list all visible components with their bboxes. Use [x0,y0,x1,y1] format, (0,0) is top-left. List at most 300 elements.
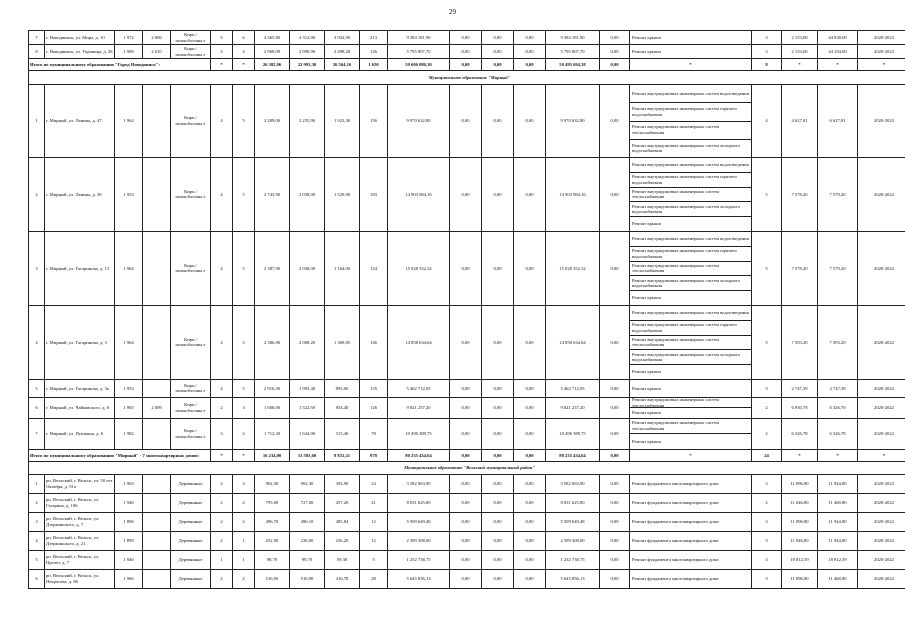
period-cell: 2020-2022 [858,474,905,493]
people-cell: 213 [360,31,388,45]
row-number-cell: 3 [29,512,45,531]
walls-cell: Кирп./ шлакоблочны е [171,45,211,59]
year1-cell: 1 962 [115,85,143,158]
f5-cell: 0,00 [600,569,630,588]
f5-cell: 0,00 [600,550,630,569]
work-item: Ремонт внутридомовых инженерных систем холодного водоснабжения [630,202,751,217]
total-wcount-cell: 8 [752,59,782,71]
f1-cell: 0,00 [450,31,482,45]
f4-cell: 1 252 738,75 [546,550,600,569]
area-cell: 516,90 [255,569,290,588]
year2-cell [143,531,171,550]
address-cell: г. Мирный, ул. Пушкина, д. 6 [45,418,115,449]
f1-cell: 0,00 [450,305,482,379]
walls-cell: Кирп./ шлакоблочны е [171,31,211,45]
period-cell: 2020-2022 [858,31,905,45]
floors-cell: 3 [211,418,233,449]
works-cell [630,379,752,397]
address-cell: г. Мирный, ул. Чайковского, д. 6 [45,397,115,418]
area_res-cell: 4 312,90 [290,31,325,45]
area-cell: 2 916,50 [255,379,290,397]
floors-cell: 5 [211,31,233,45]
work-item: Ремонт внутридомовых инженерных систем горячего водоснабжения [630,247,751,262]
work-item: Ремонт фундамента многоквартирного дома [632,519,719,525]
area-cell: 793,00 [255,493,290,512]
work-item: Ремонт крыши [632,369,661,375]
table-row [29,379,905,397]
spec-cell: 6 326,78 [782,418,818,449]
f2-cell: 0,00 [482,231,514,305]
work-item: Ремонт внутридомовых инженерных систем холодного водоснабжения [630,276,751,291]
area-cell: 1 712,30 [255,418,290,449]
people-cell: 126 [360,397,388,418]
total-f5-cell: 0,00 [600,449,630,461]
total-floors-cell: * [211,449,233,461]
ent-cell: 2 [233,569,255,588]
area_res-cell: 727,00 [290,493,325,512]
f4-cell: 3 582 063,90 [546,474,600,493]
area-cell: 4 365,80 [255,31,290,45]
walls-cell: Деревянные [171,474,211,493]
limit-cell: 7 579,20 [818,231,858,305]
total-limit-cell: * [818,449,858,461]
cost-cell: 10 496 389,75 [388,418,450,449]
table-row [29,45,905,59]
area-cell: 98,70 [255,550,290,569]
area_res-cell: 902,30 [290,474,325,493]
total-cost-cell: 80 235 434,64 [388,449,450,461]
f1-cell: 0,00 [450,550,482,569]
spec-cell: 6 930,78 [782,397,818,418]
table-row [29,305,905,379]
address-cell: г. Новодвинск, ул. Украинца, д. 28 [45,45,115,59]
total-spec-cell: * [782,449,818,461]
limit-cell: 7 393,20 [818,305,858,379]
total-ent-cell: * [233,59,255,71]
f4-cell: 9 970 632,80 [546,85,600,158]
f2-cell: 0,00 [482,512,514,531]
cost-cell: 5 462 712,05 [388,379,450,397]
table-row [29,397,905,418]
year1-cell: 1 946 [115,550,143,569]
area-cell: 252,90 [255,531,290,550]
walls-cell: Деревянные [171,531,211,550]
ent-cell: 5 [233,231,255,305]
area_priv-cell: 1 923,30 [325,85,360,158]
area_res-cell: 510,90 [290,569,325,588]
row-number-cell: 4 [29,531,45,550]
f1-cell: 0,00 [450,379,482,397]
f5-cell: 0,00 [600,31,630,45]
f4-cell: 2 399 308,00 [546,531,600,550]
year1-cell: 1 969 [115,45,143,59]
f2-cell: 0,00 [482,158,514,232]
table-row [29,531,905,550]
work-item: Ремонт крыши [632,48,661,54]
wcount-cell: 5 [752,231,782,305]
work-item: Ремонт крыши [632,438,661,444]
floors-cell: 4 [211,231,233,305]
cost-cell: 8 031 625,80 [388,493,450,512]
spec-cell: 2 747,39 [782,379,818,397]
spec-cell: 2 153,00 [782,45,818,59]
address-cell: рп. Вельский, г. Вельск, ул. Дзержинского, д. 7 [45,512,115,531]
year2-cell: 2 006 [143,31,171,45]
ent-cell: 4 [233,45,255,59]
people-cell: 154 [360,231,388,305]
f1-cell: 0,00 [450,512,482,531]
area-cell: 902,30 [255,474,290,493]
table-row [29,31,905,45]
period-cell: 2020-2022 [858,379,905,397]
area_priv-cell: 416,78 [325,569,360,588]
floors-cell: 2 [211,474,233,493]
year2-cell [143,305,171,379]
address-cell: рп. Вельский, г. Вельск, ул. Гагарина, д. 106 [45,493,115,512]
total-spec-cell: * [782,59,818,71]
limit-cell: 44 938,00 [818,31,858,45]
works-cell [630,418,752,449]
total-f2-cell: 0,00 [482,59,514,71]
f5-cell: 0,00 [600,45,630,59]
address-cell: рп. Вельский, г. Вельск, ул. 50 лет Октября, д. 91а [45,474,115,493]
f4-cell: 8 031 625,80 [546,493,600,512]
f2-cell: 0,00 [482,397,514,418]
floors-cell: 4 [211,379,233,397]
f2-cell: 0,00 [482,569,514,588]
wcount-cell: 3 [752,550,782,569]
area-cell: 2 386,80 [255,305,290,379]
total-works-cell: * [630,449,752,461]
ent-cell: 5 [233,379,255,397]
f1-cell: 0,00 [450,474,482,493]
limit-cell: 7 579,20 [818,158,858,232]
total-f5-cell: 0,00 [600,59,630,71]
f2-cell: 0,00 [482,305,514,379]
work-item: Ремонт внутридомовых инженерных систем теплоснабжения [630,122,751,140]
period-cell: 2020-2022 [858,418,905,449]
f3-cell: 0,00 [514,305,546,379]
period-cell: 2020-2022 [858,397,905,418]
period-cell: 2020-2022 [858,550,905,569]
year2-cell [143,231,171,305]
works-cell [630,569,752,588]
wcount-cell: 3 [752,45,782,59]
address-cell: рп. Вельский, г. Вельск, ул. Некрасова, д. 86 [45,569,115,588]
cost-cell: 14 858 634,64 [388,305,450,379]
row-number-cell: 2 [29,158,45,232]
work-item: Ремонт крыши [632,221,661,227]
f3-cell: 0,00 [514,379,546,397]
address-cell: г. Мирный, ул. Гагаринова, д. 13 [45,231,115,305]
area_priv-cell: 457,20 [325,493,360,512]
year1-cell: 1 948 [115,493,143,512]
f2-cell: 0,00 [482,474,514,493]
cost-cell: 1 252 738,75 [388,550,450,569]
work-item: Ремонт внутридомовых инженерных систем водоотведения [630,232,751,247]
spec-cell: 11 046,80 [782,493,818,512]
row-number-cell: 7 [29,418,45,449]
work-item: Ремонт внутридомовых инженерных систем водоотведения [630,306,751,321]
wcount-cell: 4 [752,85,782,158]
walls-cell: Кирп./ шлакоблочны е [171,418,211,449]
f5-cell: 0,00 [600,397,630,418]
f5-cell: 0,00 [600,531,630,550]
cost-cell: 3 582 063,90 [388,474,450,493]
area_res-cell: 2 255,90 [290,85,325,158]
ent-cell: 5 [233,158,255,232]
total-f2-cell: 0,00 [482,449,514,461]
address-cell: г. Мирный, ул. Гагаринова, д. 3 [45,305,115,379]
f1-cell: 0,00 [450,231,482,305]
work-item: Ремонт фундамента многоквартирного дома [632,538,719,544]
people-cell: 5 [360,550,388,569]
works-cell [630,31,752,45]
f1-cell: 0,00 [450,45,482,59]
area_priv-cell: 236,20 [325,531,360,550]
row-number-cell: 1 [29,474,45,493]
walls-cell: Деревянные [171,512,211,531]
year2-cell [143,85,171,158]
spec-cell: 11 096,80 [782,512,818,531]
wcount-cell: 2 [752,397,782,418]
section-header-row [29,461,905,474]
table-row [29,418,905,449]
f3-cell: 0,00 [514,550,546,569]
f3-cell: 0,00 [514,31,546,45]
floors-cell: 5 [211,45,233,59]
f1-cell: 0,00 [450,158,482,232]
floors-cell: 1 [211,550,233,569]
total-label-cell: Итого по муниципальному образованию "Город Новодвинск": [29,59,211,71]
people-cell: 126 [360,45,388,59]
work-item: Ремонт крыши [632,385,661,391]
f2-cell: 0,00 [482,550,514,569]
spec-cell: 7 393,20 [782,305,818,379]
total-floors-cell: * [211,59,233,71]
area-cell: 2 387,90 [255,231,290,305]
works-cell [630,85,752,158]
f1-cell: 0,00 [450,531,482,550]
row-number-cell: 7 [29,31,45,45]
f5-cell: 0,00 [600,158,630,232]
ent-cell: 2 [233,418,255,449]
total-area_res-cell: 13 583,60 [290,449,325,461]
limit-cell: 11 468,80 [818,493,858,512]
limit-cell: 6 326,78 [818,418,858,449]
f3-cell: 0,00 [514,418,546,449]
area-cell: 496,70 [255,512,290,531]
area_priv-cell: 485,84 [325,512,360,531]
period-cell: 2020-2022 [858,493,905,512]
area_res-cell: 496,10 [290,512,325,531]
walls-cell: Кирп./ шлакоблочны е [171,231,211,305]
limit-cell: 6 627,81 [818,85,858,158]
repair-program-table [28,30,905,589]
works-cell [630,550,752,569]
limit-cell: 44 194,00 [818,45,858,59]
f3-cell: 0,00 [514,493,546,512]
works-cell [630,305,752,379]
area-cell: 2 743,90 [255,158,290,232]
spec-cell: 11 096,80 [782,569,818,588]
total-area_priv-cell: 8 831,21 [325,449,360,461]
total-ent-cell: * [233,449,255,461]
total-cost-cell: 59 606 086,30 [388,59,450,71]
walls-cell: Деревянные [171,569,211,588]
total-people-cell: 1 650 [360,59,388,71]
cost-cell: 9 821 257,20 [388,397,450,418]
year1-cell: 1 953 [115,158,143,232]
total-label-cell: Итого по муниципальному образованию "Мирный" - 7 многоквартирных домов: [29,449,211,461]
total-f4-cell: 80 235 434,64 [546,449,600,461]
period-cell: 2020-2022 [858,231,905,305]
year2-cell [143,379,171,397]
floors-cell: 2 [211,531,233,550]
f3-cell: 0,00 [514,531,546,550]
address-cell: рп. Вельский, г. Вельск, ул. Дзержинского, д. 21 [45,531,115,550]
limit-cell: 6 326,70 [818,397,858,418]
ent-cell: 3 [233,397,255,418]
area_res-cell: 236,00 [290,531,325,550]
year2-cell [143,512,171,531]
work-item: Ремонт внутридомовых инженерных систем водоотведения [630,158,751,173]
f3-cell: 0,00 [514,231,546,305]
f1-cell: 0,00 [450,418,482,449]
area_res-cell: 1 993,40 [290,379,325,397]
limit-cell: 11 944,80 [818,512,858,531]
area_res-cell: 2 038,00 [290,231,325,305]
people-cell: 156 [360,85,388,158]
ent-cell: 2 [233,493,255,512]
cost-cell: 9 970 632,80 [388,85,450,158]
ent-cell: 5 [233,85,255,158]
ent-cell: 6 [233,31,255,45]
address-cell: г. Мирный, ул. Ленина, д. 39 [45,158,115,232]
people-cell: 183 [360,158,388,232]
f4-cell: 9 384 181,90 [546,31,600,45]
year1-cell: 1 899 [115,531,143,550]
year2-cell: 2 010 [143,45,171,59]
cost-cell: 5 645 856,13 [388,569,450,588]
wcount-cell: 3 [752,531,782,550]
area_priv-cell: 854,40 [325,397,360,418]
ent-cell: 1 [233,531,255,550]
people-cell: 135 [360,379,388,397]
year2-cell: 2 009 [143,397,171,418]
people-cell: 28 [360,569,388,588]
total-area-cell: 26 382,96 [255,59,290,71]
walls-cell: Деревянные [171,493,211,512]
ent-cell: 2 [233,512,255,531]
f5-cell: 0,00 [600,418,630,449]
year1-cell: 1 953 [115,379,143,397]
area-cell: 2 968,09 [255,45,290,59]
row-number-cell: 1 [29,85,45,158]
year2-cell [143,418,171,449]
area_res-cell: 2 008,20 [290,305,325,379]
area_priv-cell: 3 932,90 [325,31,360,45]
floors-cell: 4 [211,158,233,232]
row-number-cell: 4 [29,305,45,379]
f5-cell: 0,00 [600,85,630,158]
area_priv-cell: 1 369,85 [325,305,360,379]
limit-cell: 11 468,80 [818,569,858,588]
work-item: Ремонт крыши [632,410,661,416]
total-limit-cell: * [818,59,858,71]
year1-cell: 1 963 [115,474,143,493]
work-item: Ремонт фундамента многоквартирного дома [632,500,719,506]
floors-cell: 2 [211,493,233,512]
period-cell: 2020-2022 [858,305,905,379]
walls-cell: Кирп./ шлакоблочны е [171,397,211,418]
section-header-row [29,71,905,85]
table-row [29,550,905,569]
total-period-cell: * [858,449,905,461]
year2-cell [143,550,171,569]
f2-cell: 0,00 [482,45,514,59]
year1-cell: 1 982 [115,418,143,449]
total-people-cell: 978 [360,449,388,461]
f3-cell: 0,00 [514,45,546,59]
wcount-cell: 5 [752,305,782,379]
f5-cell: 0,00 [600,512,630,531]
work-item: Ремонт фундамента многоквартирного дома [632,576,719,582]
f3-cell: 0,00 [514,85,546,158]
year1-cell: 1 896 [115,512,143,531]
work-item: Ремонт внутридомовых инженерных систем холодного водоснабжения [632,142,741,154]
work-item: Ремонт внутридомовых инженерных систем горячего водоснабжения [630,173,751,188]
works-cell [630,493,752,512]
people-cell: 78 [360,418,388,449]
cost-cell: 15 028 352,32 [388,231,450,305]
wcount-cell: 3 [752,379,782,397]
work-item: Ремонт внутридомовых инженерных систем теплоснабжения [630,262,751,277]
f2-cell: 0,00 [482,418,514,449]
year1-cell: 1 972 [115,31,143,45]
total-wcount-cell: 24 [752,449,782,461]
work-item: Ремонт внутридомовых инженерных систем теплоснабжения [630,188,751,203]
year1-cell: 1 966 [115,569,143,588]
f5-cell: 0,00 [600,231,630,305]
work-item: Ремонт фундамента многоквартирного дома [632,557,719,563]
cost-cell: 5 795 807,70 [388,45,450,59]
wcount-cell: 2 [752,418,782,449]
spec-cell: 4 627,81 [782,85,818,158]
works-cell [630,397,752,418]
area_res-cell: 99,70 [290,550,325,569]
year1-cell: 1 964 [115,305,143,379]
row-number-cell: 5 [29,379,45,397]
year1-cell: 1 964 [115,231,143,305]
total-f1-cell: 0,00 [450,449,482,461]
total-works-cell: * [630,59,752,71]
f4-cell: 14 903 984,16 [546,158,600,232]
f3-cell: 0,00 [514,569,546,588]
table-row [29,569,905,588]
spec-cell: 7 578,20 [782,158,818,232]
area_res-cell: 2 038,00 [290,158,325,232]
work-item: Ремонт внутридомовых инженерных систем горячего водоснабжения [630,103,751,121]
address-cell: г. Новодвинск, ул. Мира, д. 10 [45,31,115,45]
floors-cell: 4 [211,305,233,379]
limit-cell: 2 747,39 [818,379,858,397]
period-cell: 2020-2022 [858,512,905,531]
f4-cell: 14 858 634,64 [546,305,600,379]
work-item: Ремонт внутридомовых инженерных систем теплоснабжения [630,398,751,409]
f4-cell: 9 821 257,20 [546,397,600,418]
f2-cell: 0,00 [482,31,514,45]
